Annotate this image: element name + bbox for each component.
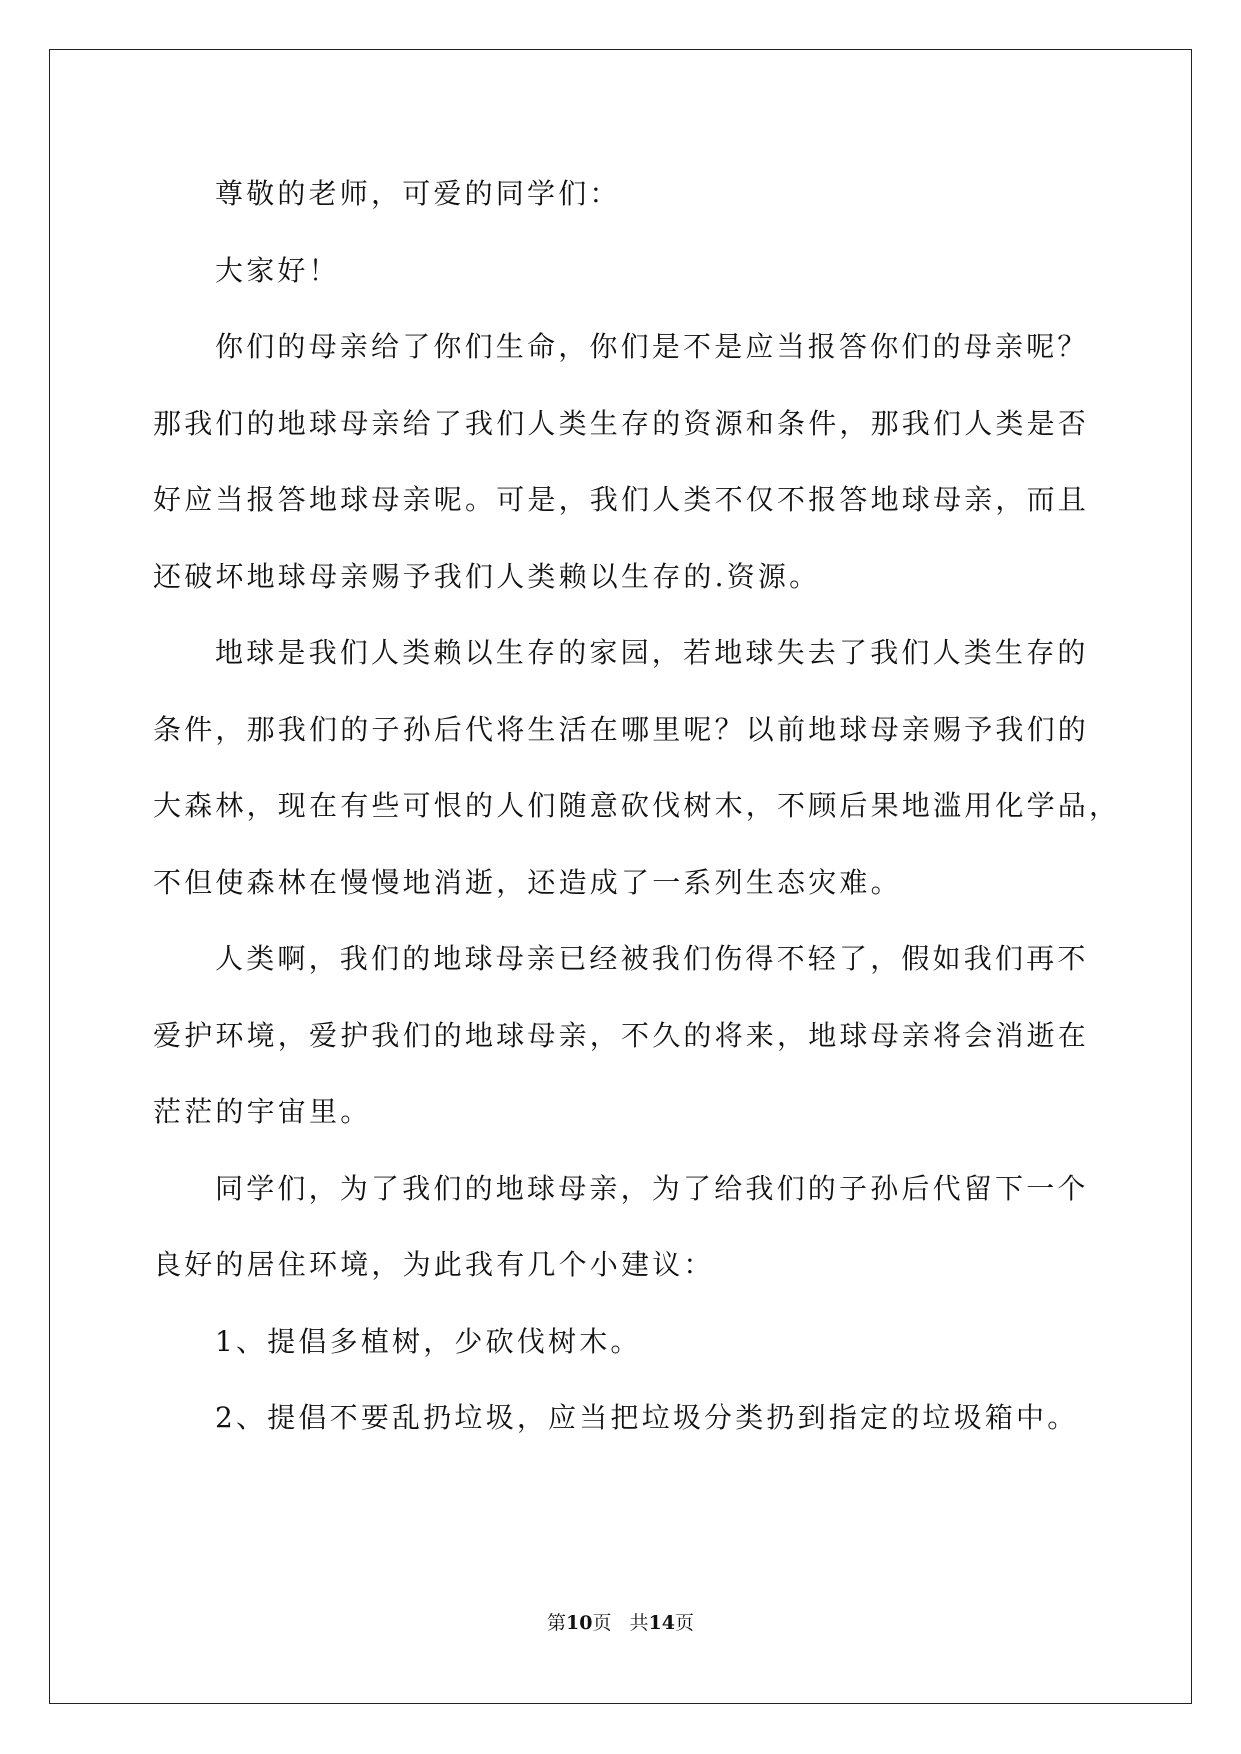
total-prefix: 共: [629, 1612, 649, 1634]
paragraph-line: 条件，那我们的子孙后代将生活在哪里呢？以前地球母亲赐予我们的: [153, 712, 1090, 746]
total-suffix: 页: [674, 1612, 694, 1634]
paragraph-line: 同学们，为了我们的地球母亲，为了给我们的子孙后代留下一个: [215, 1171, 1089, 1205]
paragraph-line: 2、提倡不要乱扔垃圾，应当把垃圾分类扔到指定的垃圾箱中。: [215, 1401, 1079, 1434]
total-pages: 14: [648, 1612, 675, 1634]
paragraph-line: 地球是我们人类赖以生存的家园，若地球失去了我们人类生存的: [215, 636, 1089, 669]
paragraph-line: 大家好！: [215, 253, 340, 287]
page-suffix: 页: [592, 1612, 612, 1634]
paragraph-line: 爱护环境，爱护我们的地球母亲，不久的将来，地球母亲将会消逝在: [153, 1018, 1090, 1052]
paragraph-line: 1、提倡多植树，少砍伐树木。: [215, 1324, 642, 1358]
paragraph-line: 好应当报答地球母亲呢。可是，我们人类不仅不报答地球母亲，而且: [153, 483, 1090, 516]
paragraph-line: 还破坏地球母亲赐予我们人类赖以生存的.资源。: [153, 559, 821, 593]
paragraph-line: 人类啊，我们的地球母亲已经被我们伤得不轻了，假如我们再不: [215, 942, 1089, 975]
paragraph-line: 良好的居住环境，为此我有几个小建议：: [153, 1248, 715, 1281]
page-prefix: 第: [547, 1612, 567, 1634]
paragraph-line: 尊敬的老师，可爱的同学们：: [215, 177, 621, 210]
paragraph-line: 不但使森林在慢慢地消逝，还造成了一系列生态灾难。: [153, 865, 902, 899]
paragraph-line: 大森林，现在有些可恨的人们随意砍伐树木，不顾后果地滥用化学品，: [153, 789, 1121, 822]
page-footer: [0, 1608, 1241, 1635]
paragraph-line: 茫茫的宇宙里。: [153, 1095, 372, 1128]
document-body: [153, 156, 1121, 1457]
page-number: 10: [566, 1612, 593, 1634]
paragraph-line: 那我们的地球母亲给了我们人类生存的资源和条件，那我们人类是否: [153, 406, 1090, 440]
paragraph-line: 你们的母亲给了你们生命，你们是不是应当报答你们的母亲呢？: [215, 330, 1089, 363]
